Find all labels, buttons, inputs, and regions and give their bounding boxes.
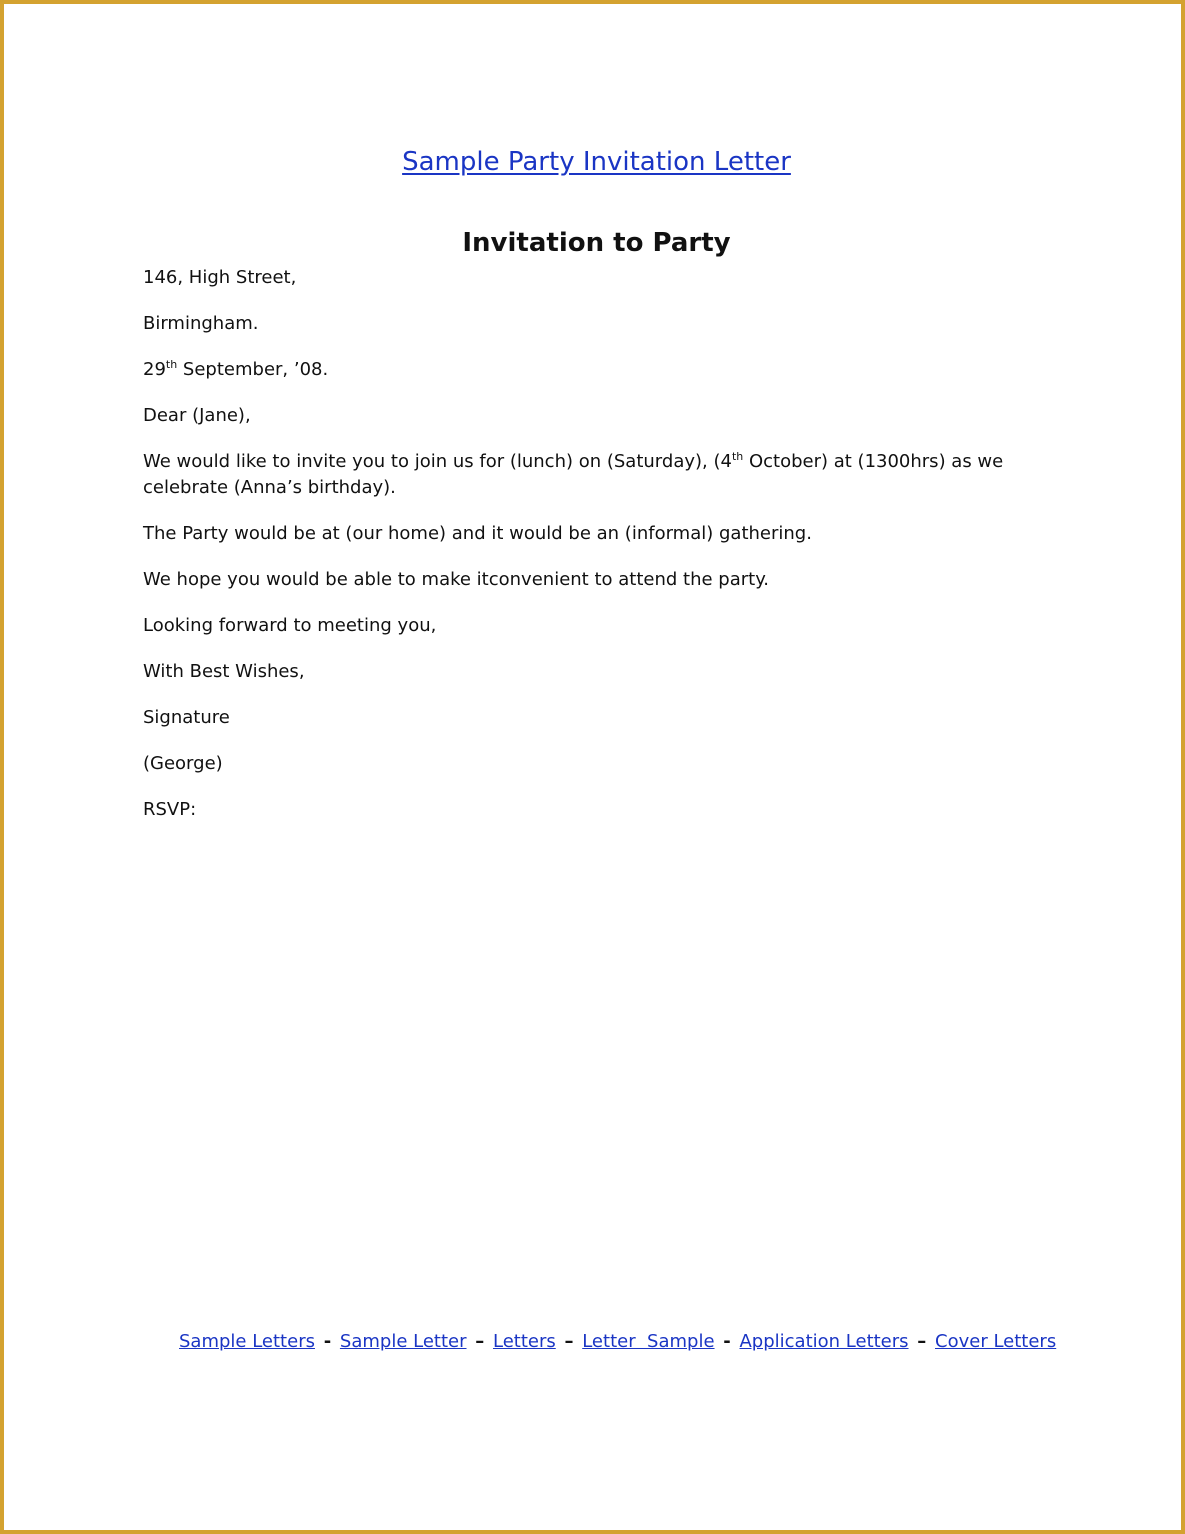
date-suffix: th	[165, 358, 178, 371]
footer-separator: -	[323, 1331, 332, 1352]
title-link[interactable]: Sample Party Invitation Letter	[402, 147, 791, 177]
page-title	[8, 146, 1185, 178]
closing-line-1: Looking forward to meeting you,	[143, 615, 437, 636]
rsvp-label: RSVP:	[143, 799, 197, 820]
paragraph-invite-suffix: th	[731, 450, 744, 463]
letter-date	[143, 357, 1063, 383]
letter-heading: Invitation to Party	[462, 228, 731, 258]
footer-links	[179, 1328, 1059, 1355]
closing-line-2: With Best Wishes,	[143, 661, 305, 682]
sender-name: (George)	[143, 753, 223, 774]
date-rest: September, ’08.	[177, 359, 329, 380]
footer-separator: -	[723, 1331, 731, 1352]
footer-link-letters[interactable]: Letters	[492, 1331, 556, 1352]
signature-label: Signature	[143, 707, 230, 728]
address-line-2: Birmingham.	[143, 313, 259, 334]
letter-body	[143, 265, 1063, 843]
paragraph-invite-part-2: October) at (1300hrs) as we celebrate (Anna’s birthday).	[143, 451, 1004, 498]
footer-link-cover-letters[interactable]: Cover Letters	[935, 1331, 1057, 1352]
address-line-1: 146, High Street,	[143, 267, 297, 288]
salutation: Dear (Jane),	[143, 405, 251, 426]
footer-link-letter-sample[interactable]: Letter Sample	[582, 1331, 715, 1352]
footer-separator: –	[917, 1331, 927, 1352]
date-day: 29	[143, 359, 166, 380]
footer-link-sample-letters[interactable]: Sample Letters	[179, 1331, 315, 1352]
letter-page	[8, 8, 1185, 1534]
footer-link-sample-letter[interactable]: Sample Letter	[339, 1331, 467, 1352]
footer-separator: –	[564, 1331, 574, 1352]
footer-separator: –	[475, 1331, 485, 1352]
paragraph-invite-part-1: We would like to invite you to join us for (lunch) on (Saturday), (4	[143, 451, 732, 472]
paragraph-venue: The Party would be at (our home) and it would be an (informal) gathering.	[143, 523, 812, 544]
paragraph-hope: We hope you would be able to make itconvenient to attend the party.	[143, 569, 770, 590]
footer-link-application-letters[interactable]: Application Letters	[739, 1331, 909, 1352]
paragraph-invite	[143, 449, 1063, 501]
